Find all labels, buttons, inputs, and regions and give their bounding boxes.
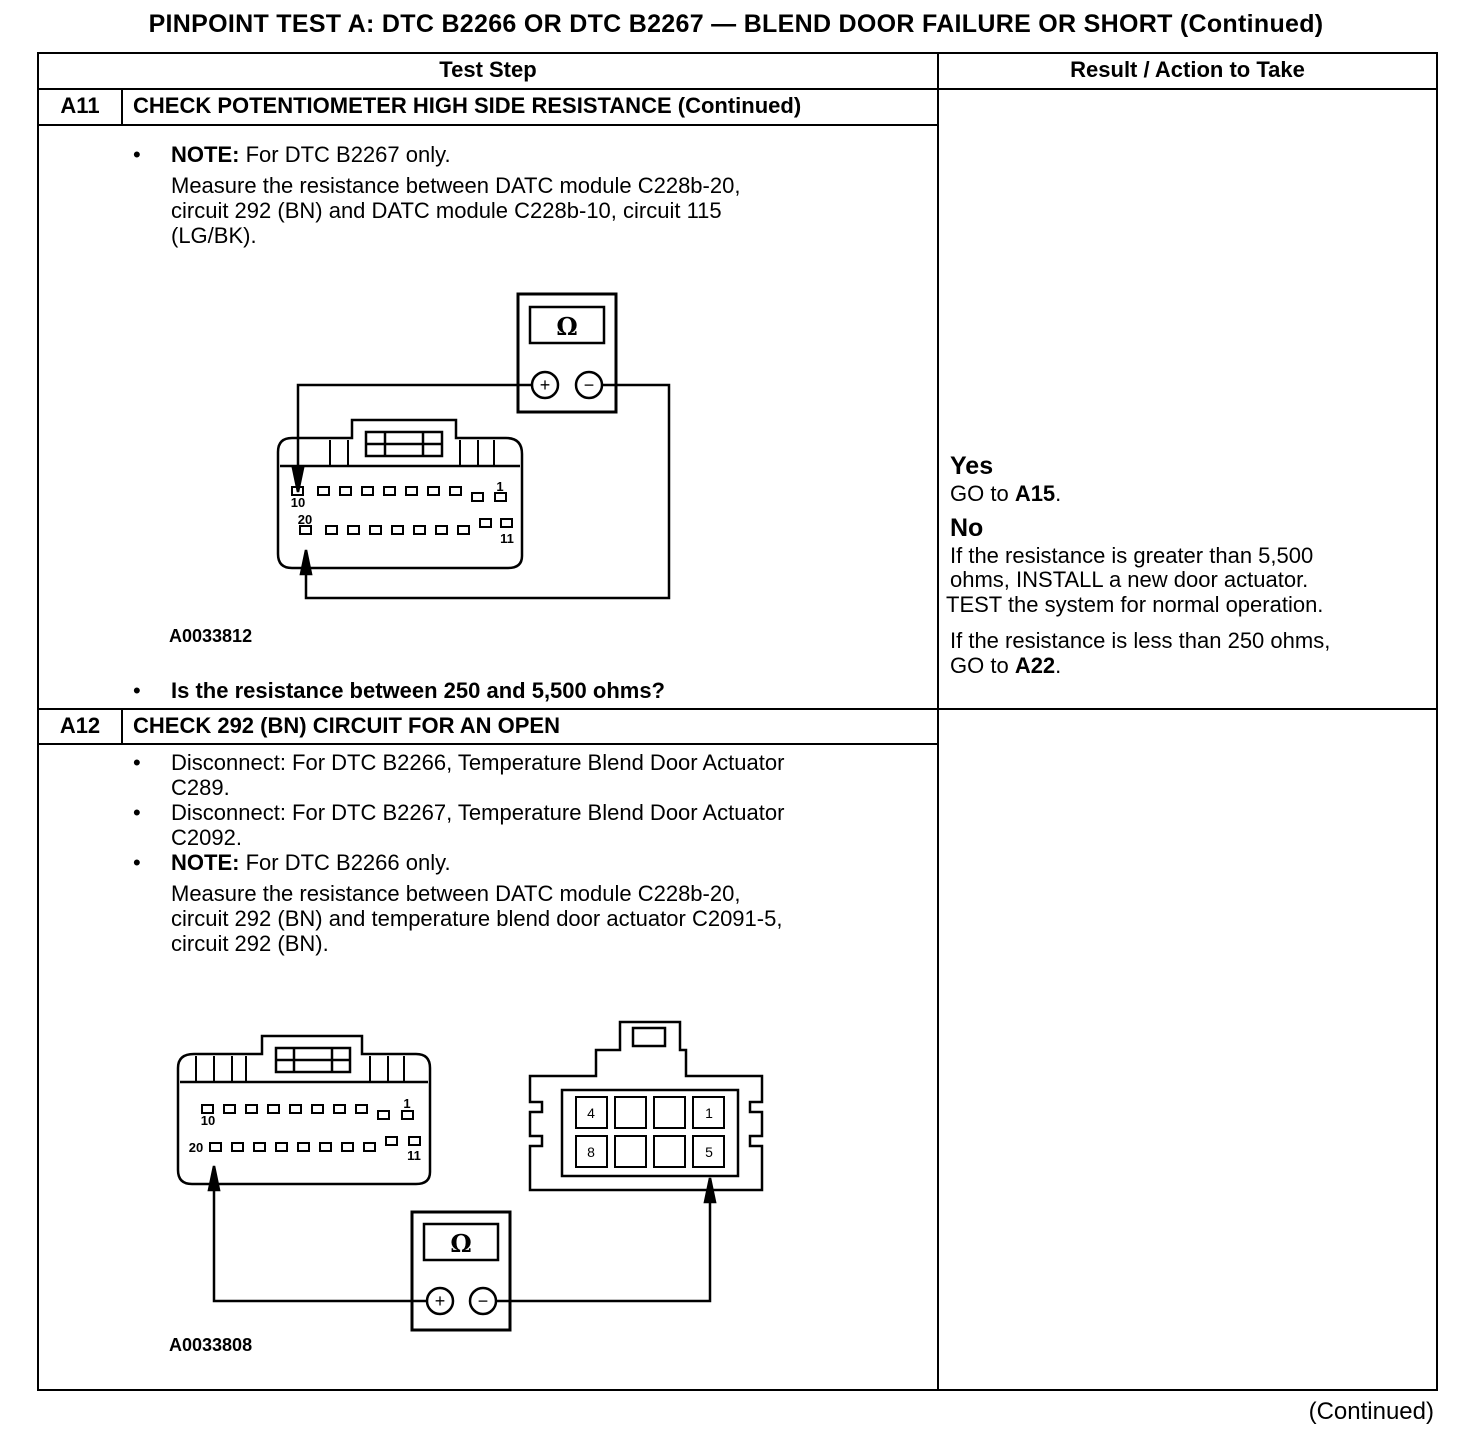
- a11-measure-line-3: (LG/BK).: [171, 223, 257, 248]
- actuator-pin-5: 5: [705, 1144, 713, 1160]
- a12-measure-line-2: circuit 292 (BN) and temperature blend door actuator C2091-5,: [171, 906, 783, 931]
- header-divider: [37, 88, 1438, 90]
- minus-terminal: −: [583, 375, 595, 395]
- result-yes-text: GO to A15.: [950, 481, 1062, 506]
- column-divider: [937, 52, 939, 1391]
- continued-label: (Continued): [1308, 1398, 1434, 1425]
- ohm-symbol: Ω: [450, 1229, 472, 1258]
- result-yes-label: Yes: [950, 452, 994, 480]
- plus-terminal: +: [434, 1291, 446, 1311]
- result-no2-goto: GO to A22.: [950, 653, 1062, 678]
- a11-title-divider: [37, 124, 937, 126]
- bullet: •: [133, 142, 141, 167]
- plus-terminal: +: [539, 375, 551, 395]
- step-title-a12: CHECK 292 (BN) CIRCUIT FOR AN OPEN: [133, 713, 560, 738]
- a12-bullet-2-line-1: Disconnect: For DTC B2267, Temperature Blend Door Actuator: [171, 800, 785, 825]
- a12-note: [171, 850, 451, 875]
- step-id-a12: A12: [59, 713, 101, 738]
- result-no-label: No: [950, 514, 984, 542]
- result-no-line-1: If the resistance is greater than 5,500: [950, 543, 1314, 568]
- step-id-a11: A11: [60, 93, 100, 118]
- bullet: •: [133, 750, 141, 775]
- a12-measure-line-3: circuit 292 (BN).: [171, 931, 329, 956]
- a11-measure-line-1: Measure the resistance between DATC module C228b-20,: [171, 173, 741, 198]
- bullet: •: [133, 678, 141, 703]
- result-no2-line-1: If the resistance is less than 250 ohms,: [950, 628, 1331, 653]
- a12-bullet-1-line-1: Disconnect: For DTC B2266, Temperature Blend Door Actuator: [171, 750, 785, 775]
- pin-label-20: 20: [297, 512, 313, 527]
- pin-label-20: 20: [188, 1140, 204, 1155]
- a11-id-divider: [121, 88, 123, 124]
- note-label: NOTE:: [171, 850, 240, 875]
- a11-question: Is the resistance between 250 and 5,500 ohms?: [171, 678, 665, 703]
- pin-label-1: 1: [403, 1096, 411, 1111]
- figure-id-a0033808: A0033808: [169, 1335, 253, 1355]
- minus-terminal: −: [477, 1291, 489, 1311]
- page-title: PINPOINT TEST A: DTC B2266 OR DTC B2267 — BLEND DOOR FAILURE OR SHORT (Continued): [148, 10, 1324, 38]
- bullet: •: [133, 850, 141, 875]
- pin-label-11: 11: [500, 531, 514, 546]
- column-header-result: Result / Action to Take: [1070, 57, 1305, 82]
- a12-id-divider: [121, 708, 123, 743]
- a12-measure-line-1: Measure the resistance between DATC module C228b-20,: [171, 881, 741, 906]
- pin-label-1: 1: [496, 479, 504, 494]
- pin-label-10: 10: [200, 1113, 216, 1128]
- pin-label-11: 11: [407, 1148, 421, 1163]
- actuator-pin-4: 4: [587, 1105, 595, 1121]
- pin-label-10: 10: [290, 495, 306, 510]
- a12-title-divider: [37, 743, 937, 745]
- goto-text: GO to: [950, 481, 1009, 506]
- column-header-test-step: Test Step: [439, 57, 537, 82]
- step-title-a11: CHECK POTENTIOMETER HIGH SIDE RESISTANCE (Continued): [133, 93, 802, 118]
- goto-target-a15: A15: [1014, 481, 1056, 506]
- step-divider: [37, 708, 1438, 710]
- note-text: For DTC B2266 only.: [245, 850, 451, 875]
- goto-target-a22: A22: [1014, 653, 1056, 678]
- a12-bullet-1-line-2: C289.: [171, 775, 230, 800]
- a12-bullet-2-line-2: C2092.: [171, 825, 242, 850]
- result-no-line-3: TEST the system for normal operation.: [946, 592, 1324, 617]
- actuator-pin-1: 1: [705, 1105, 713, 1121]
- a11-note: [171, 142, 451, 167]
- note-label: NOTE:: [171, 142, 240, 167]
- figure-id-a0033812: A0033812: [169, 626, 253, 646]
- goto-text: GO to: [950, 653, 1009, 678]
- a11-measure-line-2: circuit 292 (BN) and DATC module C228b-10, circuit 115: [171, 198, 722, 223]
- bullet: •: [133, 800, 141, 825]
- ohm-symbol: Ω: [556, 312, 578, 341]
- result-no-line-2: ohms, INSTALL a new door actuator.: [950, 567, 1309, 592]
- actuator-pin-8: 8: [587, 1144, 595, 1160]
- note-text: For DTC B2267 only.: [245, 142, 451, 167]
